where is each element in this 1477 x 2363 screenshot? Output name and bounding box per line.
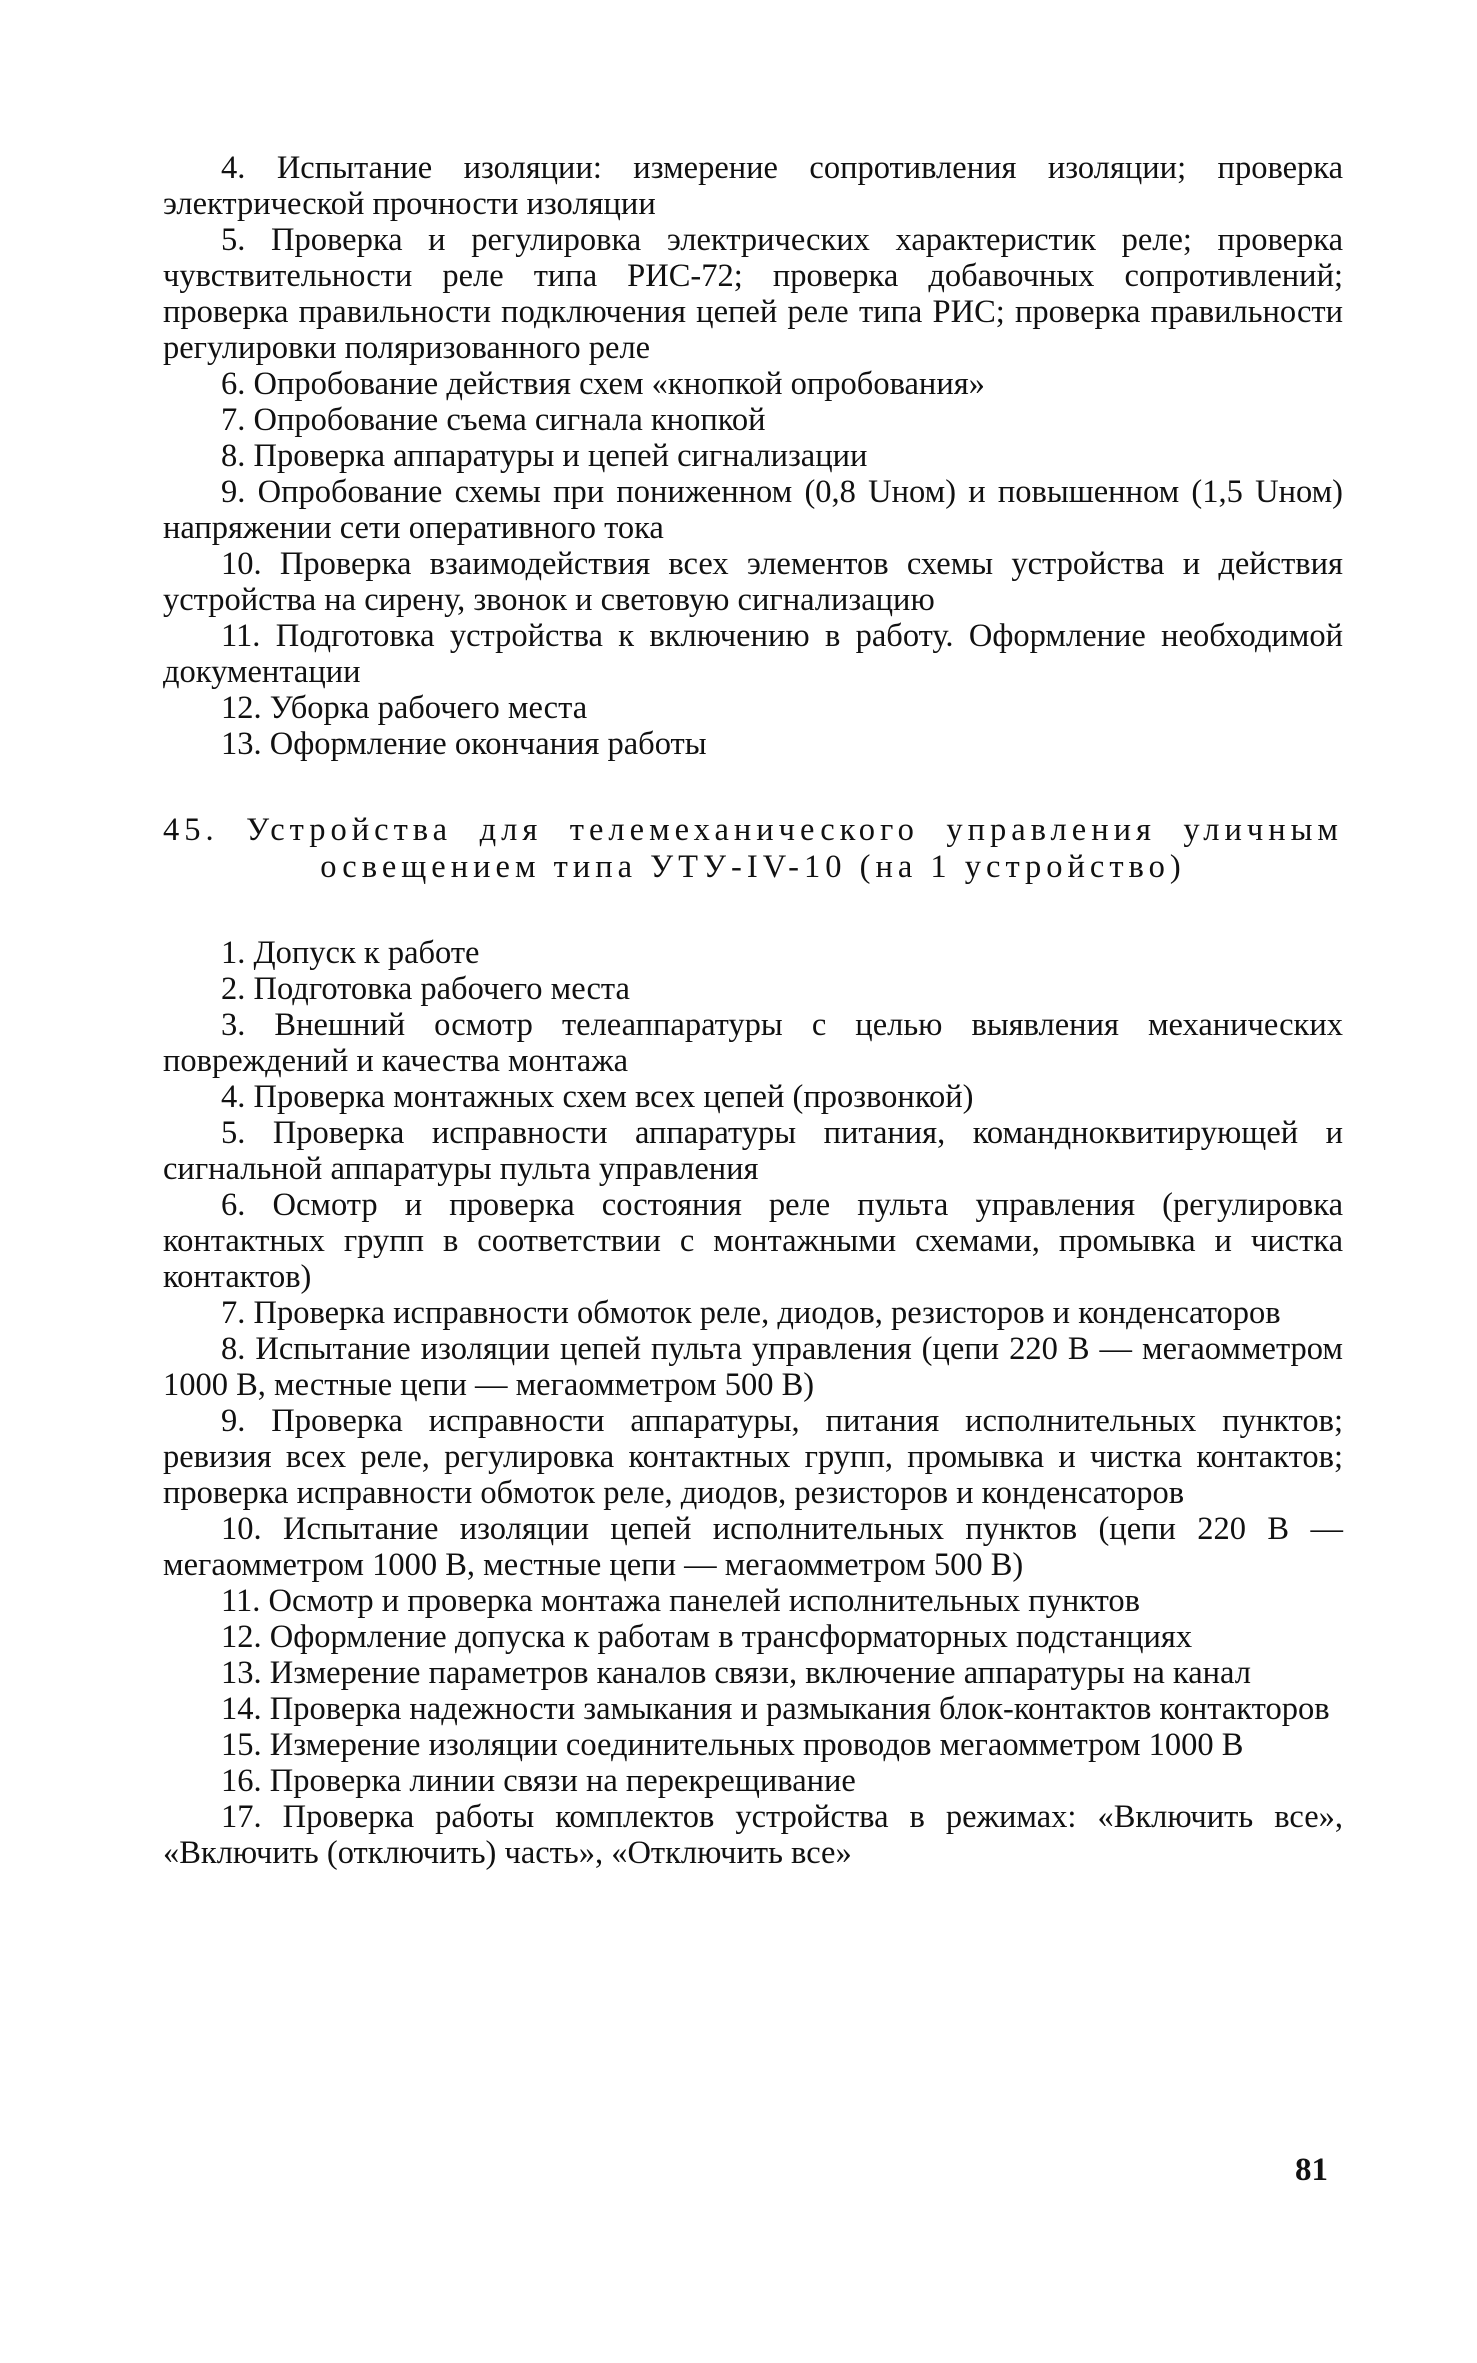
list-item: 8. Проверка аппаратуры и цепей сигнализации: [221, 438, 868, 474]
list-item: 3. Внешний осмотр телеаппаратуры с целью выявления механических повреждений и качества монтажа: [163, 1007, 1343, 1079]
list-item: 2. Подготовка рабочего места: [221, 971, 630, 1007]
list-item: 8. Испытание изоляции цепей пульта управления (цепи 220 В — мегаомметром 1000 В, местные цепи — мегаомметром 500 В): [163, 1331, 1343, 1403]
list-item: 9. Проверка исправности аппаратуры, питания исполнительных пунктов; ревизия всех реле, регулировка контактных групп, промывка и чистка контактов; проверка исправности обмоток реле, диодов, резисторов и конденсаторов: [163, 1403, 1343, 1511]
list-item: 4. Проверка монтажных схем всех цепей (прозвонкой): [221, 1079, 974, 1115]
list-item: 15. Измерение изоляции соединительных проводов мегаомметром 1000 В: [221, 1727, 1244, 1763]
list-item: 6. Опробование действия схем «кнопкой опробования»: [221, 366, 985, 402]
list-item: 7. Опробование съема сигнала кнопкой: [221, 402, 766, 438]
list-item: 5. Проверка исправности аппаратуры питания, командноквитирующей и сигнальной аппаратуры пульта управления: [163, 1115, 1343, 1187]
list-item: 10. Проверка взаимодействия всех элементов схемы устройства и действия устройства на сирену, звонок и световую сигнализацию: [163, 546, 1343, 618]
list-item: 4. Испытание изоляции: измерение сопротивления изоляции; проверка электрической прочности изоляции: [163, 150, 1343, 222]
list-item: 11. Осмотр и проверка монтажа панелей исполнительных пунктов: [221, 1583, 1140, 1619]
list-item: 14. Проверка надежности замыкания и размыкания блок-контактов контакторов: [221, 1691, 1330, 1727]
list-item: 1. Допуск к работе: [221, 935, 480, 971]
list-item: 12. Уборка рабочего места: [221, 690, 588, 726]
list-item: 13. Измерение параметров каналов связи, включение аппаратуры на канал: [221, 1655, 1251, 1691]
list-item: 16. Проверка линии связи на перекрещивание: [221, 1763, 856, 1799]
section-a-list: [163, 150, 1343, 762]
list-item: 9. Опробование схемы при пониженном (0,8 Uном) и повышенном (1,5 Uном) напряжении сети оперативного тока: [163, 474, 1343, 546]
list-item: 10. Испытание изоляции цепей исполнительных пунктов (цепи 220 В — мегаомметром 1000 В, местные цепи — мегаомметром 500 В): [163, 1511, 1343, 1583]
section-b-list: [163, 935, 1343, 1871]
page-number: 81: [1295, 2152, 1328, 2188]
list-item: 11. Подготовка устройства к включению в работу. Оформление необходимой документации: [163, 618, 1343, 690]
document-page: [163, 150, 1343, 1871]
section-heading: 45. Устройства для телемеханического управления уличным освещением типа УТУ-IV-10 (на 1 устройство): [163, 812, 1343, 885]
list-item: 5. Проверка и регулировка электрических характеристик реле; проверка чувствительности реле типа РИС-72; проверка добавочных сопротивлений; проверка правильности подключения цепей реле типа РИС; проверка правильности регулировки поляризованного реле: [163, 222, 1343, 366]
list-item: 6. Осмотр и проверка состояния реле пульта управления (регулировка контактных групп в соответствии с монтажными схемами, промывка и чистка контактов): [163, 1187, 1343, 1295]
list-item: 7. Проверка исправности обмоток реле, диодов, резисторов и конденсаторов: [221, 1295, 1281, 1331]
list-item: 13. Оформление окончания работы: [221, 726, 707, 762]
list-item: 12. Оформление допуска к работам в трансформаторных подстанциях: [221, 1619, 1193, 1655]
list-item: 17. Проверка работы комплектов устройства в режимах: «Включить все», «Включить (отключить) часть», «Отключить все»: [163, 1799, 1343, 1871]
